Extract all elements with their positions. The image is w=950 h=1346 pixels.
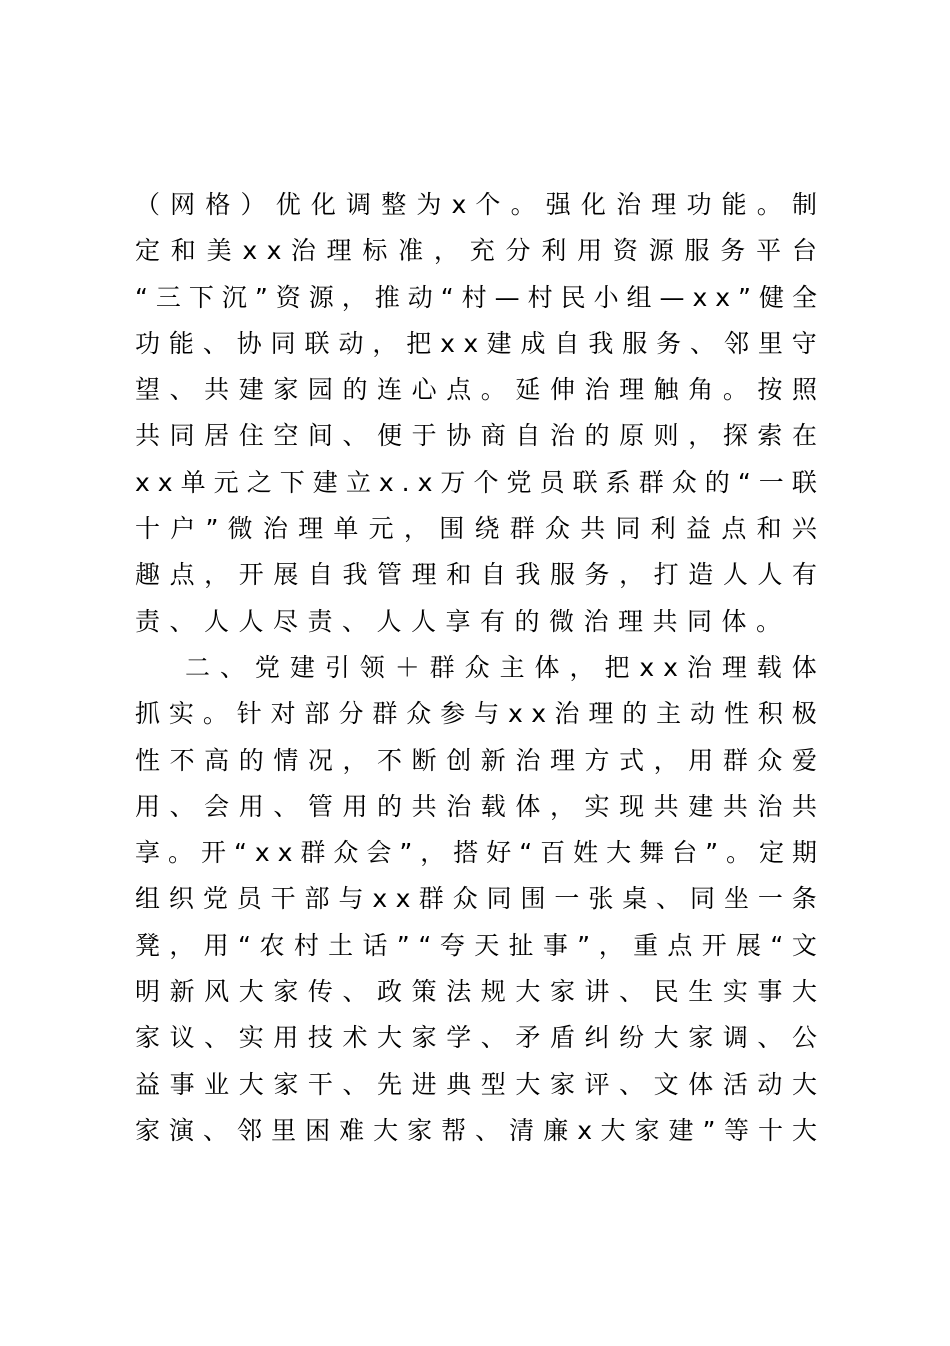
text-line: 用 、 会 用 、 管 用 的 共 治 载 体 ， 实 现 共 建 共 治 共 — [135, 791, 817, 821]
text-line: 享 。 开 “ x x 群 众 会 ” ， 搭 好 “ 百 姓 大 舞 台 ” 。 定 期 — [135, 838, 817, 868]
text-line: 十 户 ” 微 治 理 单 元 ， 围 绕 群 众 共 同 利 益 点 和 兴 — [135, 514, 817, 544]
text-line: “ 三 下 沉 ” 资 源 ， 推 动 “ 村 — 村 民 小 组 — x x ” 健 全 — [135, 282, 817, 312]
text-line: 明 新 风 大 家 传 、 政 策 法 规 大 家 讲 、 民 生 实 事 大 — [135, 977, 817, 1007]
text-line: 家 议 、 实 用 技 术 大 家 学 、 矛 盾 纠 纷 大 家 调 、 公 — [135, 1023, 817, 1053]
body-text — [135, 182, 817, 1154]
text-line: x x 单 元 之 下 建 立 x . x 万 个 党 员 联 系 群 众 的 “ 一 联 — [135, 467, 817, 497]
text-line: 共 同 居 住 空 间 、 便 于 协 商 自 治 的 原 则 ， 探 索 在 — [135, 421, 817, 451]
text-line: 抓 实 。 针 对 部 分 群 众 参 与 x x 治 理 的 主 动 性 积 极 — [135, 699, 817, 729]
text-line: 凳 ， 用 “ 农 村 土 话 ” “ 夸 天 扯 事 ” ， 重 点 开 展 “ 文 — [135, 930, 817, 960]
text-line: 益 事 业 大 家 干 、 先 进 典 型 大 家 评 、 文 体 活 动 大 — [135, 1069, 817, 1099]
text-line: 望 、 共 建 家 园 的 连 心 点 。 延 伸 治 理 触 角 。 按 照 — [135, 375, 817, 405]
text-line: 家 演 、 邻 里 困 难 大 家 帮 、 清 廉 x 大 家 建 ” 等 十 大 — [135, 1115, 817, 1145]
text-line: 组 织 党 员 干 部 与 x x 群 众 同 围 一 张 桌 、 同 坐 一 条 — [135, 884, 817, 914]
text-line: 性 不 高 的 情 况 ， 不 断 创 新 治 理 方 式 ， 用 群 众 爱 — [135, 745, 817, 775]
text-line: （ 网 格 ） 优 化 调 整 为 x 个 。 强 化 治 理 功 能 。 制 — [135, 190, 817, 219]
text-line: 功 能 、 协 同 联 动 ， 把 x x 建 成 自 我 服 务 、 邻 里 守 — [135, 328, 817, 358]
text-line: 定 和 美 x x 治 理 标 准 ， 充 分 利 用 资 源 服 务 平 台 — [135, 236, 817, 266]
paragraph-last-line: 责、人人尽责、人人享有的微治理共同体。 — [135, 606, 791, 636]
section-heading-line: 二 、 党 建 引 领 ＋ 群 众 主 体 ， 把 x x 治 理 载 体 — [185, 652, 817, 682]
text-line: 趣 点 ， 开 展 自 我 管 理 和 自 我 服 务 ， 打 造 人 人 有 — [135, 560, 817, 590]
